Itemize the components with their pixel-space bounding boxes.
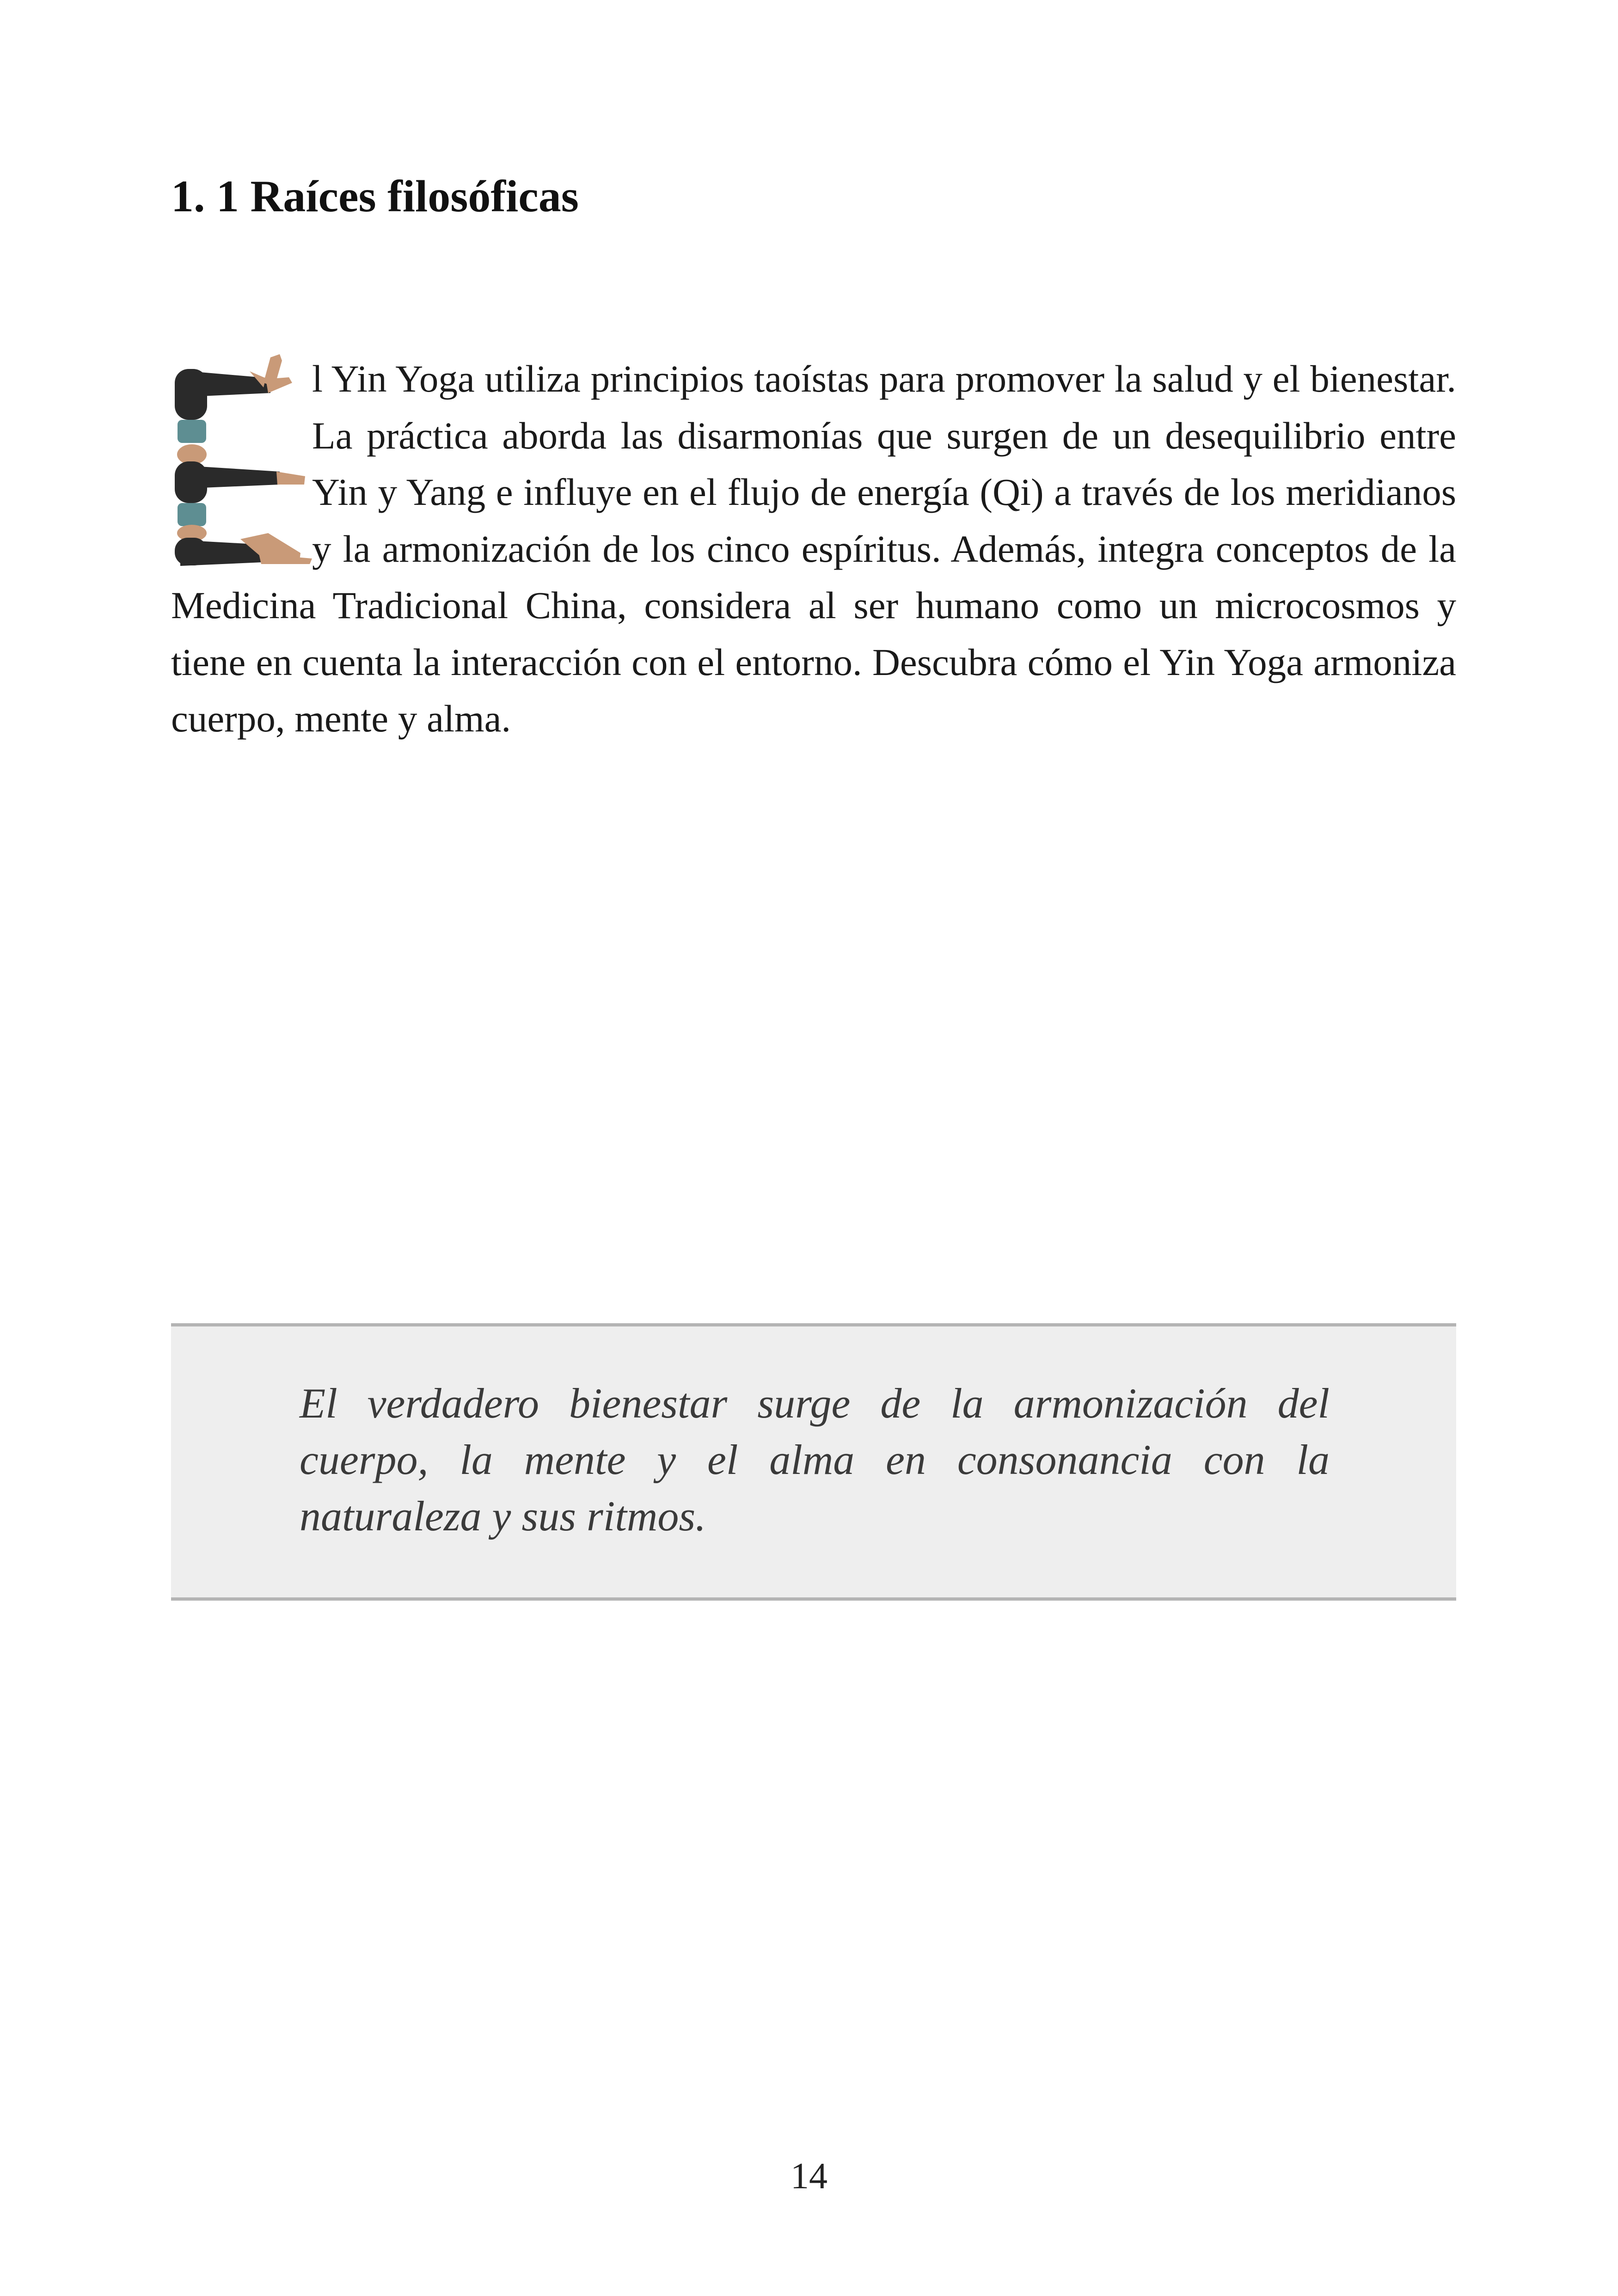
intro-text: l Yin Yoga utiliza principios taoístas para promover la salud y el bienestar. La práctica aborda las disarmonías que surgen de un desequilibrio entre Yin y Yang e influye en el flujo de energía (Qi) a través de los meridianos y la armonización de los cinco espíritus. Además, integra conceptos de la Medicina Tradicional China, considera al ser humano como un microcosmos y tiene en cuenta la interacción con el entorno. Descubra cómo el Yin Yoga armoniza cuerpo, mente y alma. bbox=[171, 357, 1456, 740]
pull-quote-box bbox=[171, 1323, 1456, 1601]
yoga-figure-letter-e-icon bbox=[171, 350, 312, 568]
dropcap-yoga-figure bbox=[171, 350, 312, 568]
intro-paragraph bbox=[171, 350, 1456, 747]
pull-quote-text: El verdadero bienestar surge de la armonización del cuerpo, la mente y el alma en consonancia con la naturaleza y sus ritmos. bbox=[300, 1380, 1330, 1540]
section-heading: 1. 1 Raíces filosóficas bbox=[171, 172, 579, 221]
page-number: 14 bbox=[791, 2156, 827, 2197]
